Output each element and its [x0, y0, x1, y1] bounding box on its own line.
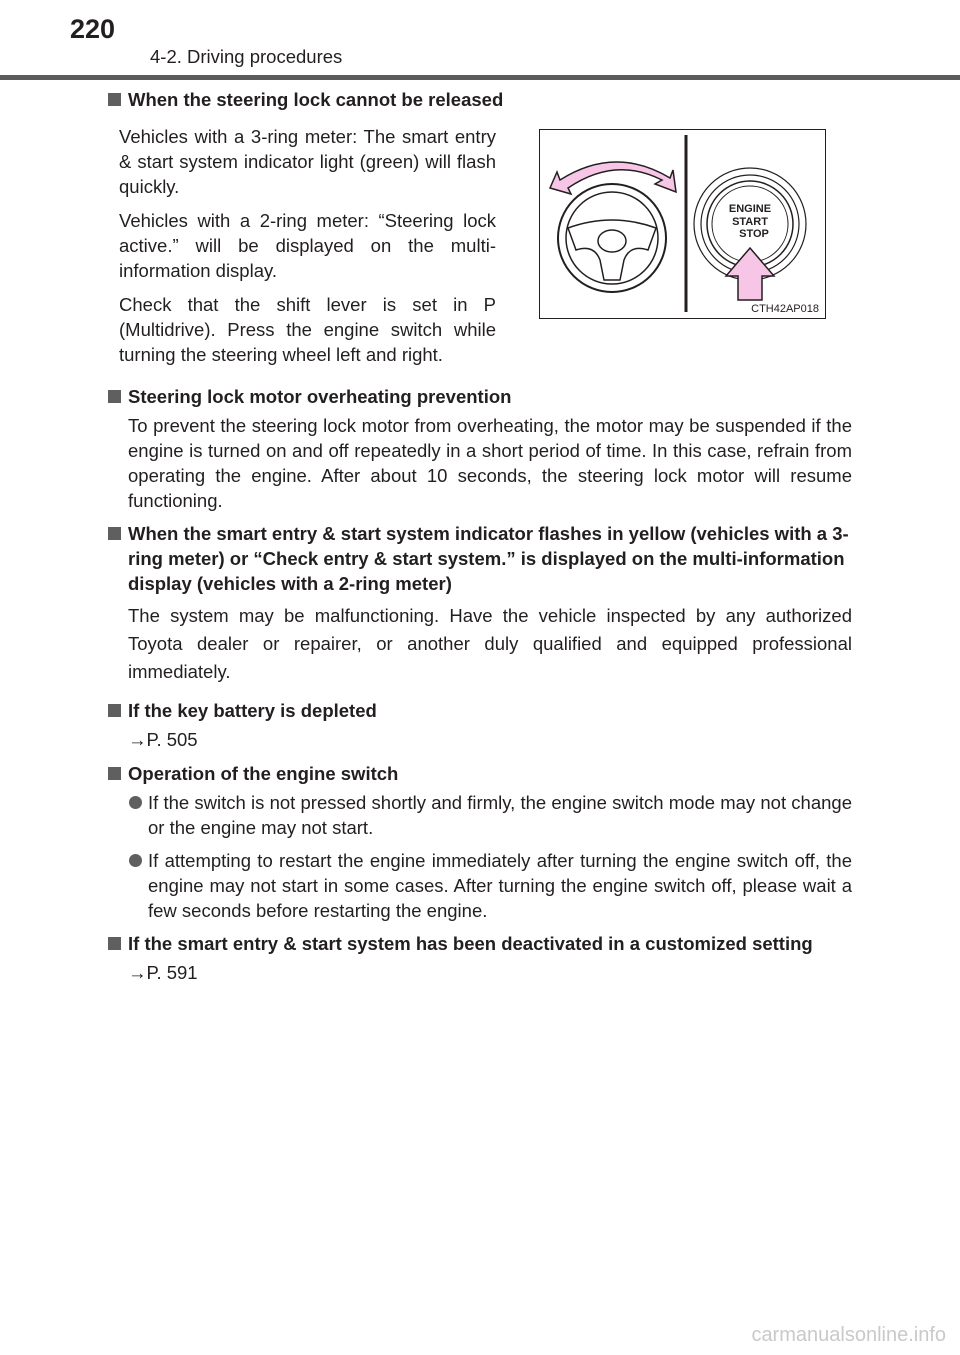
square-bullet-icon [108, 93, 121, 106]
section-heading [108, 384, 852, 409]
heading-text: When the smart entry & start system indicator flashes in yellow (vehicles with a 3-ring meter) or “Check entry & start system.” is displayed on the multi-information display (vehicles with a 2-ring meter) [128, 523, 849, 594]
overheating-block [108, 384, 852, 513]
heading-text: When the steering lock cannot be released [128, 89, 504, 110]
button-label-stop: STOP [739, 228, 769, 240]
paragraph: Check that the shift lever is set in P (Multidrive). Press the engine switch while turning the steering wheel left and right. [119, 294, 496, 365]
illustration-svg [540, 130, 824, 317]
watermark: carmanualsonline.info [751, 1324, 946, 1346]
page-header [0, 0, 960, 84]
engine-switch-operation-block [108, 761, 852, 923]
heading-text: If the smart entry & start system has been deactivated in a customized setting [128, 933, 813, 954]
section-heading [108, 761, 852, 786]
indicator-flash-block [108, 521, 852, 686]
heading-text: Steering lock motor overheating prevention [128, 386, 512, 407]
paragraph: To prevent the steering lock motor from overheating, the motor may be suspended if the engine is turned on and off repeatedly in a short period of time. In this case, refrain from operating the engine. After about 10 seconds, the steering lock motor will resume functioning. [128, 415, 852, 511]
paragraph: The system may be malfunctioning. Have the vehicle inspected by any authorized Toyota dealer or repairer, or another duly qualified and equipped professional immediately. [128, 605, 852, 682]
steering-lock-text [108, 124, 496, 367]
page-reference: →P. 505 [128, 729, 198, 750]
heading-text: If the key battery is depleted [128, 700, 377, 721]
steering-wheel-icon [558, 184, 666, 292]
section-heading [108, 87, 852, 112]
list-item-text: If the switch is not pressed shortly and firmly, the engine switch mode may not change or the engine may not start. [148, 792, 852, 838]
square-bullet-icon [108, 937, 121, 950]
button-label-engine: ENGINE [728, 203, 772, 215]
section-heading [108, 931, 852, 956]
square-bullet-icon [108, 767, 121, 780]
round-bullet-icon [129, 796, 142, 809]
square-bullet-icon [108, 704, 121, 717]
square-bullet-icon [108, 527, 121, 540]
list-item-text: If attempting to restart the engine immediately after turning the engine switch off, the engine may not start in some cases. After turning the engine switch off, please wait a few seconds before restarting the engine. [148, 850, 852, 921]
paragraph: Vehicles with a 2-ring meter: “Steering lock active.” will be displayed on the multi-information display. [119, 210, 496, 281]
steering-lock-block [108, 87, 852, 365]
page-reference: →P. 591 [128, 962, 198, 983]
steering-wheel-engine-switch-illustration [539, 129, 826, 319]
customized-setting-block [108, 931, 852, 985]
square-bullet-icon [108, 390, 121, 403]
page-number: 220 [70, 14, 116, 44]
heading-text: Operation of the engine switch [128, 763, 399, 784]
paragraph: Vehicles with a 3-ring meter: The smart entry & start system indicator light (green) will flash quickly. [119, 126, 496, 197]
figure-code: CTH42AP018 [751, 303, 819, 315]
section-heading [108, 521, 852, 596]
page-content [108, 87, 852, 985]
list-item [108, 848, 852, 923]
button-label-start: START [732, 216, 768, 228]
section-title: 4-2. Driving procedures [150, 46, 343, 67]
list-item [108, 790, 852, 840]
header-rule [0, 75, 960, 80]
section-heading [108, 698, 852, 723]
key-battery-block [108, 698, 852, 752]
round-bullet-icon [129, 854, 142, 867]
